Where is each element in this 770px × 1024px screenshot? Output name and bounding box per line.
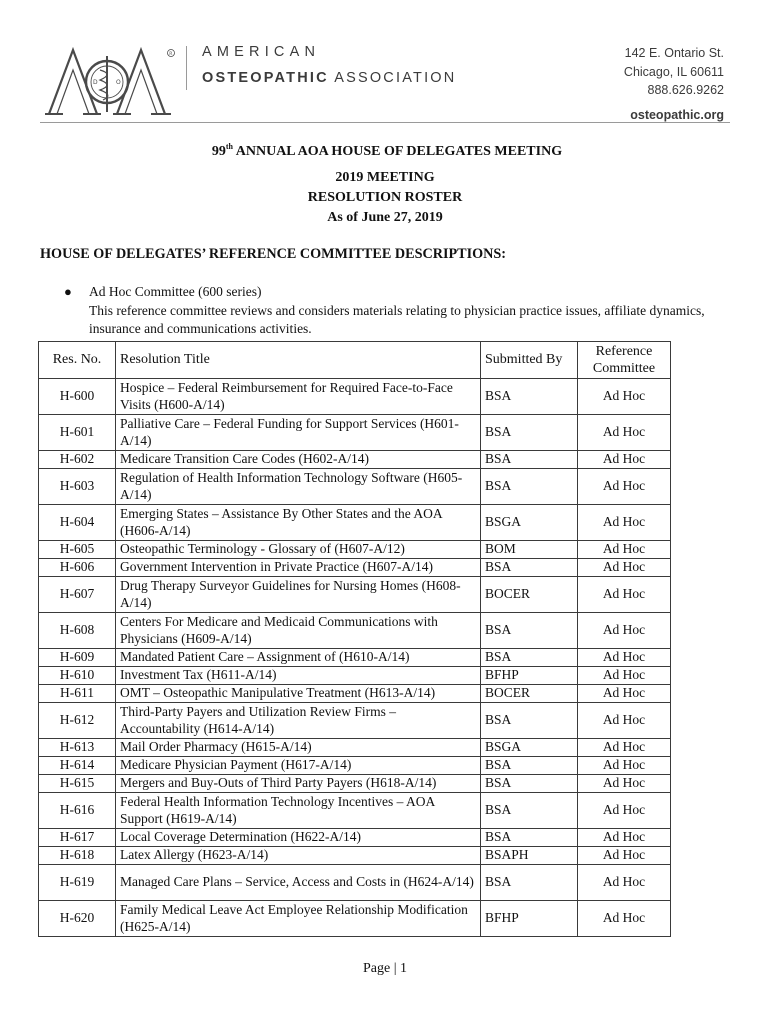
header-res-no: Res. No. bbox=[39, 342, 116, 379]
res-title: Medicare Physician Payment (H617-A/14) bbox=[116, 757, 481, 775]
bullet-icon: ● bbox=[64, 284, 72, 299]
res-committee: Ad Hoc bbox=[578, 559, 671, 577]
res-submitted-by: BSA bbox=[481, 613, 578, 649]
table-header-row bbox=[39, 342, 671, 379]
res-committee: Ad Hoc bbox=[578, 469, 671, 505]
res-submitted-by: BFHP bbox=[481, 901, 578, 937]
page-number: Page | 1 bbox=[362, 961, 408, 976]
table-row bbox=[39, 703, 671, 739]
letterhead-rule bbox=[40, 122, 730, 123]
res-no: H-617 bbox=[39, 829, 116, 847]
res-title: OMT – Osteopathic Manipulative Treatment (H613-A/14) bbox=[116, 685, 481, 703]
table-row bbox=[39, 793, 671, 829]
res-committee: Ad Hoc bbox=[578, 379, 671, 415]
table-row bbox=[39, 415, 671, 451]
res-no: H-612 bbox=[39, 703, 116, 739]
committee-description-text: This reference committee reviews and considers materials relating to physician practice issues, affiliate dynamics, insurance and communications activities. bbox=[89, 302, 705, 336]
res-title: Family Medical Leave Act Employee Relationship Modification (H625-A/14) bbox=[116, 901, 481, 937]
res-committee: Ad Hoc bbox=[578, 667, 671, 685]
res-title: Government Intervention in Private Practice (H607-A/14) bbox=[116, 559, 481, 577]
table-row bbox=[39, 757, 671, 775]
res-no: H-604 bbox=[39, 505, 116, 541]
address-phone: 888.626.9262 bbox=[647, 83, 724, 97]
res-title: Local Coverage Determination (H622-A/14) bbox=[116, 829, 481, 847]
document-title bbox=[0, 137, 770, 228]
svg-text:O: O bbox=[116, 79, 121, 86]
res-no: H-603 bbox=[39, 469, 116, 505]
resolution-table bbox=[38, 341, 671, 937]
res-title: Hospice – Federal Reimbursement for Required Face-to-Face Visits (H600-A/14) bbox=[116, 379, 481, 415]
table-row bbox=[39, 829, 671, 847]
org-name-line1: AMERICAN bbox=[202, 44, 321, 60]
res-title: Osteopathic Terminology - Glossary of (H607-A/12) bbox=[116, 541, 481, 559]
header-committee: Reference Committee bbox=[578, 342, 671, 379]
table-row bbox=[39, 865, 671, 901]
res-submitted-by: BSA bbox=[481, 649, 578, 667]
meeting-title-text: ANNUAL AOA HOUSE OF DELEGATES MEETING bbox=[235, 144, 563, 159]
table-row bbox=[39, 613, 671, 649]
res-submitted-by: BSA bbox=[481, 469, 578, 505]
res-submitted-by: BSA bbox=[481, 415, 578, 451]
res-committee: Ad Hoc bbox=[578, 703, 671, 739]
res-title: Federal Health Information Technology Incentives – AOA Support (H619-A/14) bbox=[116, 793, 481, 829]
res-committee: Ad Hoc bbox=[578, 577, 671, 613]
res-no: H-618 bbox=[39, 847, 116, 865]
roster-date: As of June 27, 2019 bbox=[327, 210, 443, 225]
res-committee: Ad Hoc bbox=[578, 775, 671, 793]
res-committee: Ad Hoc bbox=[578, 847, 671, 865]
table-row bbox=[39, 541, 671, 559]
res-submitted-by: BSA bbox=[481, 775, 578, 793]
res-submitted-by: BSGA bbox=[481, 739, 578, 757]
res-title: Medicare Transition Care Codes (H602-A/14) bbox=[116, 451, 481, 469]
table-row bbox=[39, 559, 671, 577]
res-no: H-600 bbox=[39, 379, 116, 415]
meeting-title bbox=[2, 137, 770, 162]
address-street: 142 E. Ontario St. bbox=[624, 46, 724, 60]
res-no: H-607 bbox=[39, 577, 116, 613]
table-row bbox=[39, 379, 671, 415]
res-submitted-by: BSA bbox=[481, 451, 578, 469]
res-no: H-608 bbox=[39, 613, 116, 649]
org-name-line2 bbox=[202, 70, 456, 86]
table-row bbox=[39, 739, 671, 757]
res-no: H-605 bbox=[39, 541, 116, 559]
res-title: Mandated Patient Care – Assignment of (H610-A/14) bbox=[116, 649, 481, 667]
res-submitted-by: BSA bbox=[481, 703, 578, 739]
table-row bbox=[39, 451, 671, 469]
header-submitted-by: Submitted By bbox=[481, 342, 578, 379]
table-row bbox=[39, 775, 671, 793]
res-committee: Ad Hoc bbox=[578, 685, 671, 703]
res-title: Emerging States – Assistance By Other States and the AOA (H606-A/14) bbox=[116, 505, 481, 541]
svg-text:D: D bbox=[93, 79, 98, 86]
letterhead bbox=[40, 30, 730, 122]
res-title: Regulation of Health Information Technology Software (H605-A/14) bbox=[116, 469, 481, 505]
svg-text:R: R bbox=[169, 52, 173, 57]
res-no: H-613 bbox=[39, 739, 116, 757]
res-submitted-by: BSA bbox=[481, 829, 578, 847]
aoa-logo bbox=[43, 44, 175, 120]
res-title: Palliative Care – Federal Funding for Support Services (H601-A/14) bbox=[116, 415, 481, 451]
org-name-rest: ASSOCIATION bbox=[334, 70, 457, 86]
res-submitted-by: BSAPH bbox=[481, 847, 578, 865]
header-title: Resolution Title bbox=[116, 342, 481, 379]
res-submitted-by: BSA bbox=[481, 559, 578, 577]
res-committee: Ad Hoc bbox=[578, 415, 671, 451]
res-title: Investment Tax (H611-A/14) bbox=[116, 667, 481, 685]
res-committee: Ad Hoc bbox=[578, 739, 671, 757]
res-committee: Ad Hoc bbox=[578, 757, 671, 775]
table-row bbox=[39, 577, 671, 613]
res-submitted-by: BOCER bbox=[481, 577, 578, 613]
res-submitted-by: BSA bbox=[481, 793, 578, 829]
res-committee: Ad Hoc bbox=[578, 451, 671, 469]
res-submitted-by: BSA bbox=[481, 379, 578, 415]
res-committee: Ad Hoc bbox=[578, 829, 671, 847]
table-row bbox=[39, 847, 671, 865]
org-address bbox=[624, 44, 724, 124]
letterhead-divider bbox=[186, 46, 187, 90]
table-row bbox=[39, 685, 671, 703]
res-no: H-611 bbox=[39, 685, 116, 703]
res-no: H-614 bbox=[39, 757, 116, 775]
res-no: H-615 bbox=[39, 775, 116, 793]
committee-description bbox=[64, 283, 724, 339]
res-submitted-by: BFHP bbox=[481, 667, 578, 685]
table-row bbox=[39, 901, 671, 937]
res-title: Managed Care Plans – Service, Access and Costs in (H624-A/14) bbox=[116, 865, 481, 901]
address-city: Chicago, IL 60611 bbox=[623, 64, 724, 79]
res-submitted-by: BSA bbox=[481, 865, 578, 901]
roster-title: RESOLUTION ROSTER bbox=[307, 190, 463, 205]
res-committee: Ad Hoc bbox=[578, 541, 671, 559]
res-no: H-609 bbox=[39, 649, 116, 667]
meeting-number: 99 bbox=[211, 144, 226, 159]
res-title: Third-Party Payers and Utilization Review Firms – Accountability (H614-A/14) bbox=[116, 703, 481, 739]
res-committee: Ad Hoc bbox=[578, 649, 671, 667]
meeting-number-suffix: th bbox=[225, 142, 234, 151]
res-title: Drug Therapy Surveyor Guidelines for Nursing Homes (H608-A/14) bbox=[116, 577, 481, 613]
org-name-bold: OSTEOPATHIC bbox=[202, 70, 329, 86]
res-title: Mergers and Buy-Outs of Third Party Payers (H618-A/14) bbox=[116, 775, 481, 793]
res-no: H-610 bbox=[39, 667, 116, 685]
committee-name: Ad Hoc Committee (600 series) bbox=[89, 284, 262, 299]
res-title: Latex Allergy (H623-A/14) bbox=[116, 847, 481, 865]
res-no: H-619 bbox=[39, 865, 116, 901]
res-no: H-620 bbox=[39, 901, 116, 937]
res-submitted-by: BSGA bbox=[481, 505, 578, 541]
res-committee: Ad Hoc bbox=[578, 901, 671, 937]
res-no: H-601 bbox=[39, 415, 116, 451]
table-row bbox=[39, 505, 671, 541]
res-committee: Ad Hoc bbox=[578, 865, 671, 901]
table-row bbox=[39, 649, 671, 667]
res-committee: Ad Hoc bbox=[578, 793, 671, 829]
res-submitted-by: BOCER bbox=[481, 685, 578, 703]
res-no: H-606 bbox=[39, 559, 116, 577]
table-row bbox=[39, 469, 671, 505]
meeting-year: 2019 MEETING bbox=[335, 170, 435, 185]
res-submitted-by: BSA bbox=[481, 757, 578, 775]
res-title: Mail Order Pharmacy (H615-A/14) bbox=[116, 739, 481, 757]
res-submitted-by: BOM bbox=[481, 541, 578, 559]
res-title: Centers For Medicare and Medicaid Communications with Physicians (H609-A/14) bbox=[116, 613, 481, 649]
section-heading: HOUSE OF DELEGATES’ REFERENCE COMMITTEE DESCRIPTIONS: bbox=[40, 246, 507, 262]
res-committee: Ad Hoc bbox=[578, 505, 671, 541]
table-row bbox=[39, 667, 671, 685]
res-no: H-602 bbox=[39, 451, 116, 469]
website-link[interactable]: osteopathic.org bbox=[630, 107, 724, 122]
res-no: H-616 bbox=[39, 793, 116, 829]
res-committee: Ad Hoc bbox=[578, 613, 671, 649]
